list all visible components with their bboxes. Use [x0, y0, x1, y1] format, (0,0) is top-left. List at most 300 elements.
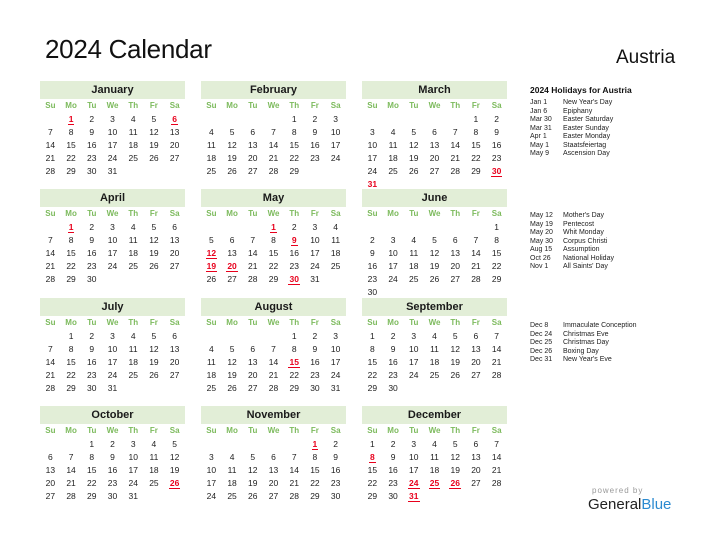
empty-cell [263, 438, 284, 451]
day-cell: 7 [271, 127, 276, 137]
empty-cell [242, 438, 263, 451]
day-cell: 13 [169, 235, 180, 245]
holiday-name: Christmas Eve [563, 330, 609, 338]
day-cell: 20 [471, 465, 481, 475]
day-cell: 11 [206, 140, 216, 150]
day-cell: 12 [169, 452, 180, 462]
day-cell: 17 [367, 153, 378, 163]
holiday-date: Dec 8 [530, 322, 549, 329]
weekday-label: Fr [471, 101, 480, 110]
day-cell: 13 [429, 140, 440, 150]
day-cell: 16 [87, 248, 97, 258]
empty-cell [403, 113, 424, 126]
day-cell: 31 [107, 383, 118, 393]
weekday-label: Sa [491, 209, 502, 218]
day-cell: 20 [429, 153, 440, 163]
day-cell: 16 [491, 140, 502, 150]
day-cell: 11 [206, 357, 216, 367]
weekday-label: Tu [248, 101, 258, 110]
day-cell: 29 [87, 491, 97, 501]
day-cell: 9 [89, 127, 95, 137]
weekday-label: Su [367, 101, 378, 110]
empty-cell [284, 438, 305, 451]
weekday-label: Fr [149, 318, 158, 327]
holiday-date: May 20 [530, 229, 553, 236]
day-cell: 13 [471, 452, 481, 462]
day-cell: 22 [310, 478, 320, 488]
day-cell: 19 [409, 153, 419, 163]
day-cell: 16 [310, 140, 320, 150]
day-cell: 3 [110, 222, 115, 232]
weekday-label: We [267, 426, 280, 435]
weekday-label: Fr [310, 101, 319, 110]
day-grid [201, 316, 346, 395]
day-cell: 25 [128, 370, 138, 380]
day-cell: 23 [367, 274, 378, 284]
day-cell: 5 [250, 452, 256, 462]
day-cell: 7 [68, 452, 74, 462]
day-cell: 22 [491, 261, 502, 271]
weekday-label: Th [128, 318, 139, 327]
holiday-day-cell: 12 [206, 248, 217, 258]
month-title: June [362, 189, 507, 207]
weekday-label: Tu [248, 426, 258, 435]
day-cell: 19 [429, 261, 440, 271]
holiday-name: Whit Monday [563, 229, 604, 236]
day-cell: 4 [333, 222, 338, 232]
day-cell: 18 [429, 465, 440, 475]
day-cell: 18 [128, 140, 138, 150]
day-cell: 21 [248, 261, 258, 271]
weekday-label: We [106, 318, 119, 327]
day-cell: 9 [89, 344, 95, 354]
day-cell: 21 [45, 153, 56, 163]
brand-logo[interactable] [588, 486, 671, 513]
day-cell: 3 [333, 114, 338, 124]
month-title: September [362, 298, 507, 316]
weekday-label: Mo [387, 318, 399, 327]
day-cell: 17 [409, 357, 419, 367]
day-cell: 13 [169, 127, 180, 137]
day-cell: 16 [310, 357, 320, 367]
holiday-day-cell: 26 [450, 478, 460, 488]
day-cell: 4 [208, 127, 214, 137]
day-cell: 1 [68, 331, 74, 341]
day-cell: 25 [429, 370, 440, 380]
weekday-label: Mo [387, 426, 399, 435]
empty-cell [222, 113, 243, 126]
day-cell: 18 [330, 248, 341, 258]
day-cell: 19 [149, 357, 159, 367]
day-cell: 20 [45, 478, 56, 488]
holiday-list-1 [530, 85, 710, 159]
day-cell: 8 [68, 344, 74, 354]
day-cell: 26 [248, 491, 258, 501]
day-cell: 14 [491, 452, 502, 462]
empty-cell [242, 113, 263, 126]
weekday-label: Su [206, 318, 217, 327]
day-cell: 17 [206, 478, 217, 488]
weekday-label: Tu [87, 209, 97, 218]
day-cell: 28 [66, 491, 76, 501]
month-november [201, 406, 346, 503]
day-cell: 22 [66, 153, 76, 163]
day-cell: 21 [268, 370, 279, 380]
month-june [362, 189, 507, 299]
day-cell: 27 [248, 383, 258, 393]
day-cell: 29 [66, 383, 76, 393]
day-cell: 10 [107, 235, 118, 245]
holiday-name: Pentecost [563, 220, 595, 228]
day-cell: 11 [409, 248, 419, 258]
weekday-label: Fr [310, 426, 319, 435]
weekday-label: Sa [330, 318, 341, 327]
day-cell: 7 [494, 439, 499, 449]
day-cell: 12 [450, 452, 460, 462]
holiday-name: All Saints' Day [563, 263, 608, 270]
day-cell: 29 [471, 166, 481, 176]
weekday-label: Sa [491, 318, 502, 327]
day-cell: 29 [310, 491, 320, 501]
day-cell: 3 [369, 127, 375, 137]
empty-cell [201, 438, 222, 451]
day-cell: 9 [494, 127, 499, 137]
day-cell: 14 [268, 140, 279, 150]
day-cell: 5 [229, 344, 235, 354]
day-cell: 9 [110, 452, 115, 462]
day-cell: 2 [333, 439, 338, 449]
day-cell: 12 [227, 140, 237, 150]
day-cell: 14 [491, 344, 502, 354]
day-cell: 15 [66, 140, 76, 150]
holiday-item [530, 212, 710, 221]
month-october [40, 406, 185, 503]
brand-name [588, 496, 671, 513]
month-january [40, 81, 185, 178]
day-cell: 4 [130, 114, 136, 124]
empty-cell [40, 438, 61, 451]
day-cell: 26 [450, 370, 460, 380]
day-cell: 1 [291, 331, 297, 341]
holiday-name: Mother's Day [563, 212, 605, 219]
day-cell: 22 [289, 153, 299, 163]
day-cell: 13 [227, 248, 237, 258]
day-cell: 23 [330, 478, 341, 488]
weekday-label: Mo [65, 318, 77, 327]
holiday-day-cell: 24 [409, 478, 419, 488]
day-cell: 3 [208, 452, 214, 462]
day-cell: 15 [289, 140, 299, 150]
weekday-label: Fr [149, 101, 158, 110]
day-cell: 22 [87, 478, 97, 488]
holiday-day-cell: 1 [271, 222, 276, 232]
day-cell: 26 [149, 261, 159, 271]
holiday-item [530, 99, 710, 108]
day-cell: 27 [169, 261, 180, 271]
day-cell: 24 [310, 261, 320, 271]
day-cell: 30 [107, 491, 118, 501]
day-cell: 24 [128, 478, 138, 488]
day-cell: 25 [128, 261, 138, 271]
weekday-label: We [428, 209, 441, 218]
month-title: October [40, 406, 185, 424]
day-cell: 17 [409, 465, 419, 475]
day-cell: 18 [128, 357, 138, 367]
day-cell: 15 [268, 248, 279, 258]
day-cell: 21 [66, 478, 76, 488]
day-cell: 19 [149, 248, 159, 258]
day-cell: 22 [66, 261, 76, 271]
day-cell: 25 [206, 383, 217, 393]
weekday-label: Fr [310, 209, 319, 218]
day-cell: 31 [107, 166, 118, 176]
day-cell: 24 [206, 491, 217, 501]
day-cell: 15 [367, 357, 378, 367]
holiday-item [530, 229, 710, 238]
weekday-label: We [428, 318, 441, 327]
day-cell: 19 [149, 140, 159, 150]
day-cell: 28 [491, 478, 502, 488]
day-cell: 10 [310, 235, 320, 245]
holiday-name: New Year's Day [563, 99, 613, 106]
day-cell: 3 [411, 439, 417, 449]
day-grid [362, 99, 507, 191]
day-cell: 12 [248, 465, 258, 475]
day-cell: 22 [471, 153, 481, 163]
day-cell: 17 [107, 357, 118, 367]
holiday-item [530, 125, 710, 134]
holiday-item [530, 348, 710, 357]
day-cell: 19 [227, 370, 237, 380]
day-cell: 25 [409, 274, 419, 284]
page-title: 2024 Calendar [45, 34, 212, 64]
day-cell: 19 [169, 465, 180, 475]
day-cell: 28 [491, 370, 502, 380]
weekday-label: Th [128, 426, 139, 435]
day-grid [362, 207, 507, 299]
day-cell: 8 [89, 452, 95, 462]
day-cell: 5 [151, 331, 157, 341]
empty-cell [383, 221, 404, 234]
day-cell: 13 [248, 140, 258, 150]
day-cell: 19 [450, 465, 460, 475]
day-cell: 23 [388, 370, 398, 380]
holiday-name: Easter Sunday [563, 124, 609, 132]
day-cell: 20 [169, 357, 180, 367]
month-september [362, 298, 507, 395]
month-title: January [40, 81, 185, 99]
empty-cell [263, 330, 284, 343]
holiday-name: National Holiday [563, 254, 614, 262]
weekday-label: Su [206, 426, 217, 435]
day-cell: 6 [473, 439, 479, 449]
empty-cell [403, 221, 424, 234]
holiday-date: May 1 [530, 141, 550, 149]
day-cell: 7 [47, 235, 53, 245]
month-title: July [40, 298, 185, 316]
holiday-name: Staatsfeiertag [563, 141, 607, 149]
holiday-day-cell: 31 [409, 491, 419, 501]
holiday-day-cell: 8 [369, 452, 375, 462]
day-grid [201, 207, 346, 286]
weekday-label: Su [206, 209, 217, 218]
weekday-label: Mo [387, 209, 399, 218]
day-cell: 10 [409, 452, 419, 462]
day-cell: 26 [429, 274, 440, 284]
day-cell: 6 [172, 331, 177, 341]
weekday-label: Th [289, 426, 300, 435]
day-cell: 8 [312, 452, 318, 462]
day-cell: 27 [45, 491, 56, 501]
day-cell: 17 [107, 248, 118, 258]
day-cell: 15 [87, 465, 97, 475]
holiday-date: Jan 6 [530, 107, 548, 115]
day-cell: 28 [248, 274, 258, 284]
holiday-item [530, 150, 710, 159]
weekday-label: We [106, 209, 119, 218]
month-may [201, 189, 346, 286]
empty-cell [263, 113, 284, 126]
day-cell: 24 [409, 370, 419, 380]
day-cell: 12 [409, 140, 419, 150]
holiday-date: May 30 [530, 237, 553, 245]
day-cell: 24 [107, 261, 118, 271]
day-cell: 27 [169, 153, 180, 163]
day-cell: 28 [45, 383, 56, 393]
holiday-day-cell: 1 [68, 222, 74, 232]
day-cell: 11 [227, 465, 237, 475]
weekday-label: Tu [87, 318, 97, 327]
day-cell: 8 [494, 235, 499, 245]
day-cell: 24 [388, 274, 398, 284]
holiday-date: May 9 [530, 150, 550, 157]
day-cell: 9 [369, 248, 375, 258]
holiday-name: Christmas Day [563, 339, 609, 346]
weekday-label: Tu [87, 101, 97, 110]
holiday-date: Dec 24 [530, 330, 553, 338]
day-cell: 5 [172, 439, 177, 449]
day-cell: 30 [388, 383, 398, 393]
weekday-label: Th [289, 318, 300, 327]
day-cell: 28 [450, 166, 460, 176]
day-grid [362, 424, 507, 503]
day-cell: 27 [450, 274, 460, 284]
day-cell: 14 [45, 357, 56, 367]
day-cell: 14 [248, 248, 258, 258]
day-cell: 20 [471, 357, 481, 367]
empty-cell [40, 330, 61, 343]
day-cell: 15 [66, 357, 76, 367]
day-cell: 17 [128, 465, 138, 475]
day-cell: 11 [331, 235, 341, 245]
day-cell: 4 [229, 452, 235, 462]
day-cell: 25 [149, 478, 159, 488]
holiday-day-cell: 30 [289, 274, 299, 284]
day-cell: 8 [68, 235, 74, 245]
day-cell: 15 [367, 465, 378, 475]
weekday-label: Tu [409, 209, 419, 218]
day-cell: 1 [89, 439, 95, 449]
empty-cell [222, 221, 243, 234]
day-cell: 21 [45, 370, 56, 380]
holiday-item [530, 322, 710, 331]
day-cell: 26 [409, 166, 419, 176]
weekday-label: We [267, 209, 280, 218]
day-cell: 18 [429, 357, 440, 367]
day-cell: 2 [312, 331, 318, 341]
day-cell: 17 [330, 140, 341, 150]
day-cell: 18 [206, 153, 217, 163]
day-cell: 27 [429, 166, 440, 176]
day-cell: 30 [87, 383, 97, 393]
day-cell: 3 [411, 331, 417, 341]
holiday-name: Ascension Day [563, 150, 610, 157]
month-title: November [201, 406, 346, 424]
weekday-label: Th [289, 209, 300, 218]
day-cell: 16 [330, 465, 341, 475]
weekday-label: Sa [169, 426, 180, 435]
day-cell: 26 [227, 383, 237, 393]
weekday-label: Fr [471, 426, 480, 435]
month-title: August [201, 298, 346, 316]
holiday-item [530, 331, 710, 340]
day-cell: 10 [107, 344, 118, 354]
day-cell: 1 [291, 114, 297, 124]
holiday-item [530, 263, 710, 272]
weekday-label: We [428, 426, 441, 435]
month-august [201, 298, 346, 395]
day-cell: 26 [227, 166, 237, 176]
day-cell: 29 [66, 274, 76, 284]
holiday-item [530, 339, 710, 348]
day-cell: 5 [208, 235, 214, 245]
weekday-label: Sa [169, 101, 180, 110]
weekday-label: Mo [65, 426, 77, 435]
day-grid [201, 424, 346, 503]
day-cell: 31 [128, 491, 138, 501]
day-cell: 4 [432, 331, 437, 341]
day-cell: 19 [450, 357, 460, 367]
empty-cell [201, 113, 222, 126]
holiday-item [530, 238, 710, 247]
day-cell: 28 [45, 274, 56, 284]
holiday-date: Mar 31 [530, 124, 552, 132]
day-cell: 14 [471, 248, 481, 258]
day-grid [40, 316, 185, 395]
day-cell: 29 [289, 383, 299, 393]
holiday-date: Jan 1 [530, 99, 548, 106]
day-cell: 3 [110, 331, 115, 341]
weekday-label: Sa [491, 101, 502, 110]
day-cell: 5 [452, 331, 458, 341]
holiday-item [530, 108, 710, 117]
day-cell: 10 [388, 248, 398, 258]
day-cell: 10 [367, 140, 378, 150]
holiday-day-cell: 19 [206, 261, 217, 271]
day-cell: 27 [248, 166, 258, 176]
weekday-label: Mo [226, 101, 238, 110]
day-cell: 7 [47, 344, 53, 354]
day-cell: 27 [268, 491, 279, 501]
day-cell: 16 [367, 261, 378, 271]
day-cell: 4 [208, 344, 214, 354]
day-cell: 23 [289, 261, 299, 271]
day-cell: 30 [87, 274, 97, 284]
day-cell: 5 [452, 439, 458, 449]
weekday-label: Th [450, 426, 461, 435]
day-cell: 10 [107, 127, 118, 137]
day-cell: 9 [89, 235, 95, 245]
